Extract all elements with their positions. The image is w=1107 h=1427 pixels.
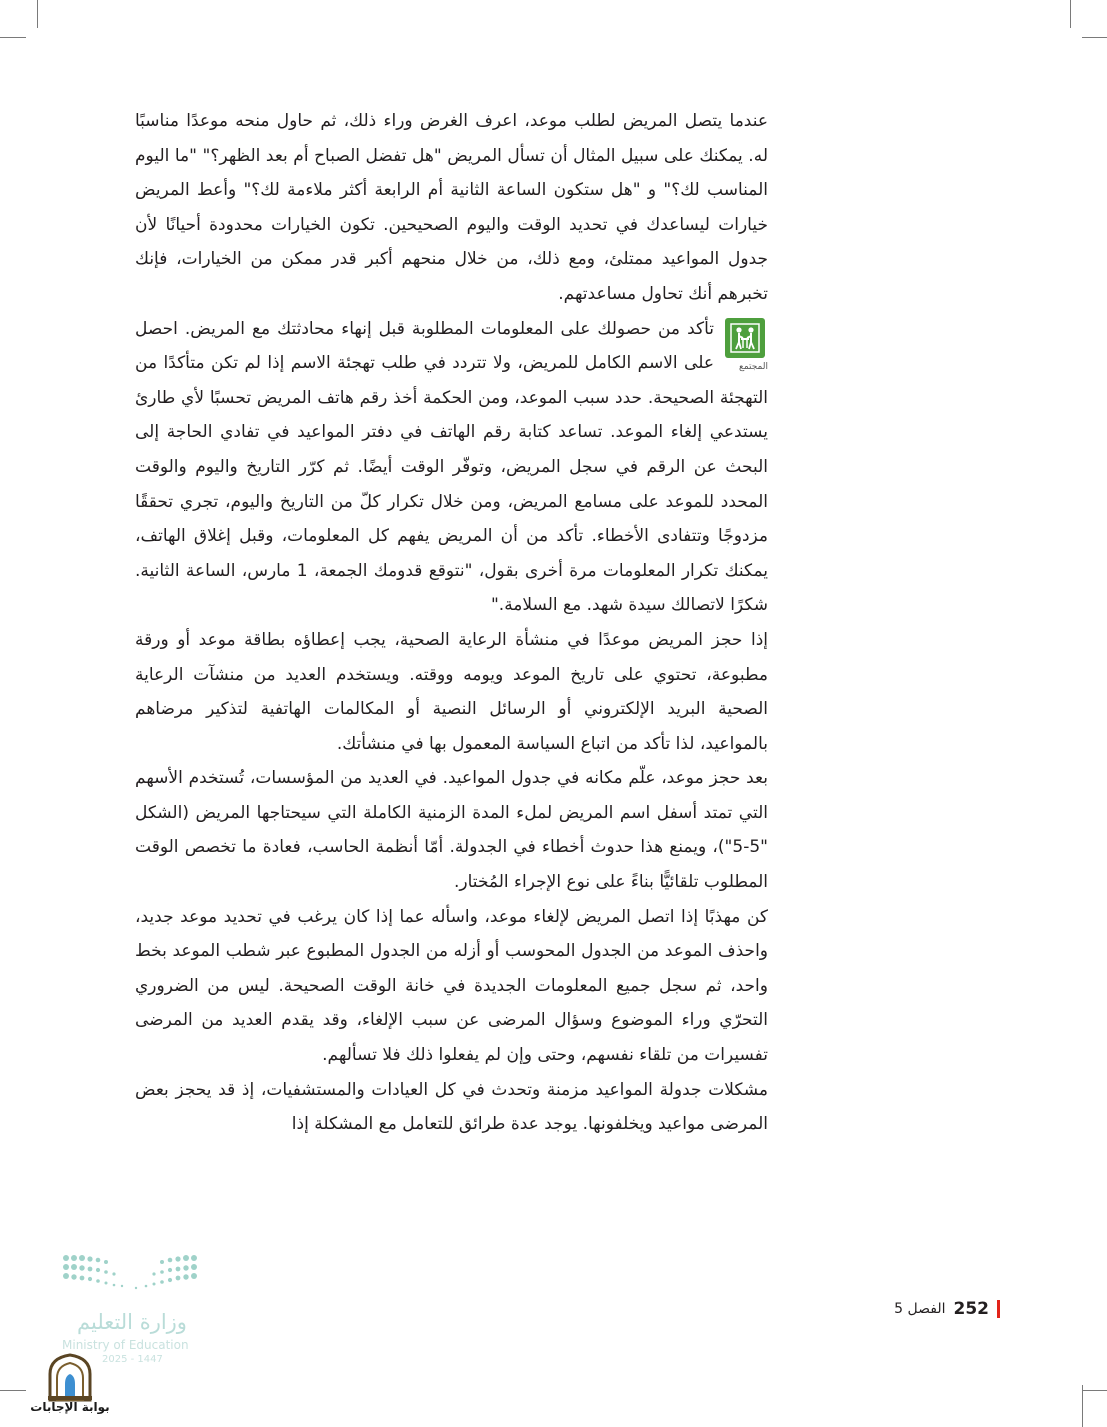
chapter-label: الفصل 5	[894, 1301, 946, 1317]
paragraph-2-wrapper	[135, 312, 768, 623]
paragraph-3: إذا حجز المريض موعدًا في منشأة الرعاية الصحية، يجب إعطاؤه بطاقة موعد أو ورقة مطبوعة، تحتوي على تاريخ الموعد ويومه ووقته. ويستخدم العديد من منشآت الرعاية الصحية البريد الإلكتروني أو الرسائل النصية أو المكالمات الهاتفية لتذكير مرضاهم بالمواعيد، لذا تأكد من اتباع السياسة المعمول بها في منشأتك.	[135, 629, 768, 754]
paragraph-6: مشكلات جدولة المواعيد مزمنة وتحدث في كل العيادات والمستشفيات، إذ قد يحجز بعض المرضى مواعيد ويخلفونها. يوجد عدة طرائق للتعامل مع المشكلة إذا	[135, 1079, 768, 1135]
gate-icon	[45, 1352, 95, 1402]
community-caption: المجتمع	[739, 361, 768, 372]
paragraph-4: بعد حجز موعد، علّم مكانه في جدول المواعيد. في العديد من المؤسسات، تُستخدم الأسهم التي تمتد أسفل اسم المريض لملء المدة الزمنية الكاملة التي سيحتاجها المريض (الشكل "5-5")، ويمنع هذا حدوث أخطاء في الجدولة. أمّا أنظمة الحاسب، فعادة ما تخصص الوقت المطلوب تلقائيًّا بناءً على نوع الإجراء المُختار.	[135, 768, 768, 893]
footer-accent-bar	[997, 1300, 1000, 1318]
body-text	[135, 104, 768, 1142]
paragraph-1: عندما يتصل المريض لطلب موعد، اعرف الغرض وراء ذلك، ثم حاول منحه موعدًا مناسبًا له. يمكنك على سبيل المثال أن تسأل المريض "هل تفضل الصباح أم بعد الظهر؟" "ما اليوم المناسب لك؟" و "هل ستكون الساعة الثانية أم الرابعة أكثر ملاءمة لك؟" وأعط المريض خيارات ليساعدك في تحديد الوقت واليوم الصحيحين. تكون الخيارات محدودة أحيانًا لأن جدول المواعيد ممتلئ، ومع ذلك، من خلال منحهم أكبر قدر ممكن من الخيارات، فإنك تخبرهم أنك تحاول مساعدتهم.	[135, 111, 768, 304]
dots-graphic	[58, 1248, 208, 1308]
watermark-label: بوابة الإجابات	[30, 1400, 110, 1414]
watermark-logo	[30, 1352, 110, 1424]
paragraph-5: كن مهذبًا إذا اتصل المريض لإلغاء موعد، واسأله عما إذا كان يرغب في تحديد موعد جديد، واحذف الموعد من الجدول المحوسب أو أزله من الجدول المطبوع عبر شطب الموعد بخط واحد، ثم سجل جميع المعلومات الجديدة في خانة الوقت الصحيحة. ليس من الضروري التحرّي وراء الموضوع وسؤال المرضى عن سبب الإلغاء، وقد يقدم العديد من المرضى تفسيرات من تلقاء نفسهم، وحتى وإن لم يفعلوا ذلك فلا تسألهم.	[135, 906, 768, 1066]
people-table-icon	[725, 318, 765, 358]
crop-mark	[0, 1390, 26, 1391]
ministry-name-ar: وزارة التعليم	[77, 1310, 187, 1334]
paragraph-2: تأكد من حصولك على المعلومات المطلوبة قبل إنهاء محادثتك مع المريض. احصل على الاسم الكامل للمريض، ولا تتردد في طلب تهجئة الاسم إذا لم تكن متأكدًا من التهجئة الصحيحة. حدد سبب الموعد، ومن الحكمة أخذ رقم هاتف المريض تحسبًا لأي طارئ يستدعي إلغاء الموعد. تساعد كتابة رقم الهاتف في دفتر المواعيد في تفادي الحاجة إلى البحث عن الرقم في سجل المريض، وتوفّر الوقت أيضًا. ثم كرّر التاريخ واليوم والوقت المحدد للموعد على مسامع المريض، ومن خلال تكرار كلّ من التاريخ واليوم، تجري تحققًا مزدوجًا وتتفادى الأخطاء. تأكد من أن المريض يفهم كل المعلومات، وقبل إغلاق الهاتف، يمكنك تكرار المعلومات مرة أخرى بقول، "نتوقع قدومك الجمعة، 1 مارس، الساعة الثانية. شكرًا لاتصالك سيدة شهد. مع السلامة."	[135, 318, 769, 616]
crop-mark	[37, 0, 38, 28]
crop-mark	[1082, 1385, 1083, 1427]
crop-mark	[1070, 0, 1071, 28]
page-number: 252	[953, 1299, 989, 1319]
ministry-year: 2025 - 1447	[102, 1354, 163, 1365]
ministry-name-en: Ministry of Education	[62, 1338, 189, 1352]
crop-mark	[0, 37, 26, 38]
community-badge	[722, 318, 768, 380]
crop-mark	[1082, 1390, 1107, 1391]
crop-mark	[1082, 37, 1107, 38]
page-footer	[860, 1296, 1000, 1322]
